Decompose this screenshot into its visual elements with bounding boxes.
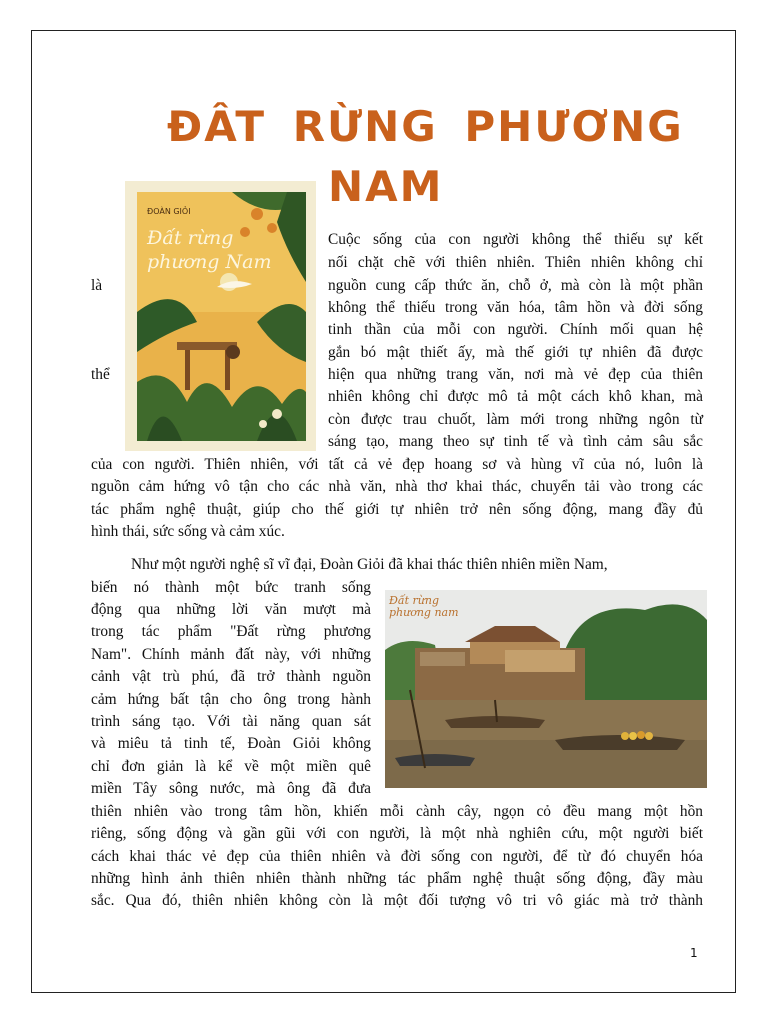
book-cover-art	[137, 192, 306, 441]
paragraph2-line: động qua những lời văn mượt mà	[91, 601, 371, 618]
paragraph1-line: sáng tạo, mang theo sự tinh tế và tình cảm sâu sắc	[328, 433, 703, 450]
paragraph2-line: Như một người nghệ sĩ vĩ đại, Đoàn Giỏi đã khai thác thiên nhiên miền Nam,	[131, 556, 608, 573]
floating-market-art	[385, 590, 707, 788]
paragraph2-line: những hình ảnh thiên nhiên thành những tác phẩm nghệ thuật sống động, đầy màu	[91, 870, 703, 887]
paragraph1-line: còn được trau chuốt, làm mới trong những ngôn từ	[328, 411, 703, 428]
paragraph1-line: tác phẩm nghệ thuật, giúp cho thế giới tự nhiên trở nên sống động, mang đầy đủ	[91, 501, 703, 518]
paragraph1-line: Cuộc sống của con người không thể thiếu sự kết	[328, 231, 703, 248]
page-number: 1	[690, 946, 698, 960]
paragraph1-line: của con người. Thiên nhiên, với tất cả vẻ đẹp hoang sơ và hùng vĩ của nó, luôn là	[91, 456, 703, 473]
photo-caption-line-1: Đất rừng	[389, 594, 440, 607]
paragraph2-line: trình sáng tạo. Với tài năng quan sát	[91, 713, 371, 730]
paragraph2-line: miền Tây sông nước, mà ông đã đưa	[91, 780, 371, 797]
paragraph2-line: sắc. Qua đó, thiên nhiên không còn là một đối tượng vô tri vô giác mà trở thành	[91, 892, 703, 909]
paragraph2-line: chỉ đơn giản là kể về một miền quê	[91, 758, 371, 775]
paragraph1-line: hiện qua những trang văn, nơi mà vẻ đẹp của thiên	[328, 366, 703, 383]
paragraph1-line: tinh thần của mỗi con người. Chính mối quan hệ	[328, 321, 703, 338]
paragraph2-line: cảm hứng bất tận cho ông trong hành	[91, 691, 371, 708]
document-title-line-1: ĐÂT RỪNG PHƯƠNG	[167, 102, 684, 151]
book-cover-image	[125, 181, 316, 451]
paragraph2-line: Nam". Chính mảnh đất này, với những	[91, 646, 371, 663]
paragraph2-line: riêng, sống động và gần gũi với con người, là một nhà nghiên cứu, một người biết	[91, 825, 703, 842]
photo-caption-line-2: phương nam	[389, 606, 459, 619]
paragraph1-line: gắn bó mật thiết ấy, mà thế giới tự nhiên đã được	[328, 344, 703, 361]
paragraph1-stray-word-the: thể	[91, 366, 110, 383]
paragraph1-line: hình thái, sức sống và cảm xúc.	[91, 523, 285, 540]
paragraph2-line: thiên nhiên vào trong tâm hồn, khiến mỗi cành cây, ngọn cỏ đều mang một hồn	[91, 803, 703, 820]
paragraph2-line: trong tác phẩm "Đất rừng phương	[91, 623, 371, 640]
paragraph2-line: và miêu tả tinh tế, Đoàn Giỏi không	[91, 735, 371, 752]
document-title-line-2: NAM	[328, 162, 444, 211]
book-cover-title-line-1: Đất rừng	[147, 227, 234, 249]
paragraph1-stray-word-la: là	[91, 277, 103, 294]
paragraph1-line: nguồn cảm hứng vô tận cho các nhà văn, nhà thơ khai thác, chuyển tải vào trong các	[91, 478, 703, 495]
paragraph1-line: nối chặt chẽ với thiên nhiên. Thiên nhiên không chỉ	[328, 254, 703, 271]
book-cover-author: ĐOÀN GIỎI	[147, 207, 191, 216]
paragraph2-line: cách khai thác vẻ đẹp của thiên nhiên và đời sống con người, để từ đó chuyển hóa	[91, 848, 703, 865]
paragraph2-line: cảnh vật trù phú, đã trở thành nguồn	[91, 668, 371, 685]
paragraph2-line: biến nó thành một bức tranh sống	[91, 579, 371, 596]
paragraph1-line: nguồn cung cấp thức ăn, chỗ ở, mà còn là một phần	[328, 277, 703, 294]
floating-market-photo	[385, 590, 707, 788]
book-cover-title-line-2: phương Nam	[147, 251, 272, 273]
paragraph1-line: nhiên không chỉ được mô tả một cách khô khan, mà	[328, 388, 703, 405]
paragraph1-line: không thể thiếu trong văn hóa, tâm hồn và đời sống	[328, 299, 703, 316]
